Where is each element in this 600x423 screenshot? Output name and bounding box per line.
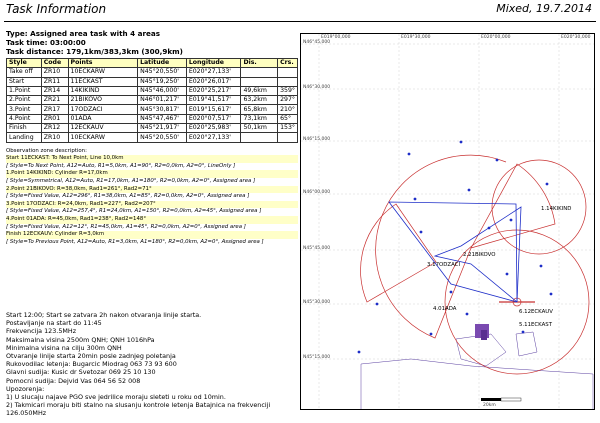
header-divider [4,21,596,22]
scale-bar [481,398,521,408]
col-distance: Dis. [241,59,278,68]
observation-line: [ Style=Symmetrical, A12=Auto, R1=17,0km, A1=180°, R2=0,0km, A2=0°, Assigned area ] [6,178,256,185]
lat-label: N46°15,000 [303,137,331,142]
observation-line: [ Style=Fixed Value, A12=296°, R1=38,0km, A1=85°, R2=0,0km, A2=0°, Assigned area ] [6,193,250,200]
table-cell: ZR17 [41,105,68,114]
table-cell: E020°25,217' [186,86,241,95]
table-cell [241,68,278,77]
observation-line: 3.Point 17ODZACI: R=24,0km, Rad1=227°, Rad2=207° [6,201,298,209]
table-cell: N45°47,467' [138,114,187,123]
table-cell [278,133,298,142]
note-line: 1) U slucaju najave PGO sve jedrilice moraju sleteti u roku od 10min. [6,393,226,402]
lon-label: E019°00,000 [321,35,351,40]
note-line: Otvaranje linije starta 20min posle zadnjeg poletanja [6,352,176,361]
note-line: Rukovodilac letenja: Bugarcic Miodrag 063 73 93 600 [6,360,177,369]
table-cell: 73,1km [241,114,278,123]
observation-line: Finish 12ECKAUV: Cylinder R=3,0km [6,231,298,239]
lat-label: N46°30,000 [303,85,331,90]
table-cell: 12ECKAUV [68,124,138,133]
table-cell: 65,8km [241,105,278,114]
table-cell: 10ECKARW [68,133,138,142]
table-cell: Finish [7,124,42,133]
table-cell: 63,2km [241,96,278,105]
task-map[interactable] [300,33,595,410]
table-cell: E020°27,133' [186,133,241,142]
table-cell: E020°26,017' [186,77,241,86]
note-line: Minimalna visina na cilju 300m QNH [6,343,122,352]
lat-label: N46°00,000 [303,190,331,195]
observation-line: [ Style=To Previous Point, A12=Auto, R1=3,0km, A1=180°, R2=0,0km, A2=0°, Assigned area ] [6,238,264,245]
table-cell: 21BIKOVO [68,96,138,105]
note-line: Frekvencija 123.5MHz [6,327,77,336]
table-cell: 2.Point [7,96,42,105]
table-cell: 1.Point [7,86,42,95]
table-cell: E020°07,517' [186,114,241,123]
waypoint-kikind: 1.14KIKIND [541,206,572,212]
table-cell: N46°01,217' [138,96,187,105]
table-cell: N45°46,000' [138,86,187,95]
table-cell: ZR12 [41,124,68,133]
table-cell: 49,6km [241,86,278,95]
lon-label: E020°00,000 [481,35,511,40]
lat-label: N45°15,000 [303,355,331,360]
map-grid [301,34,595,410]
observation-line: [ Style=To Next Point, A12=Auto, R1=5,0km, A1=90°, R2=0,0km, A2=0°, LineOnly ] [6,162,236,169]
observation-zones [6,148,298,247]
note-line: Start 12:00; Start se zatvara 2h nakon otvaranja linije starta. [6,311,202,319]
table-cell: Take off [7,68,42,77]
note-line: Postavljanje na start do 11:45 [6,319,102,328]
observation-heading: Observation zone description: [6,147,87,154]
table-cell: 210° [278,105,298,114]
table-cell: 10ECKARW [68,68,138,77]
col-points: Points [68,59,138,68]
table-cell: Start [7,77,42,86]
task-type: Type: Assigned area task with 4 areas [6,29,161,38]
table-cell: 14KIKIND [68,86,138,95]
note-line: Glavni sudija: Kusic dr Svetozar 069 25 10 130 [6,368,156,377]
table-cell: 65° [278,114,298,123]
table-cell: 3.Point [7,105,42,114]
note-line: Upozorenja: [6,384,45,393]
map-svg[interactable] [301,34,595,410]
observation-zone-shapes [361,155,589,374]
table-cell: N45°20,550' [138,68,187,77]
waypoint-eckast: 5.11ECKAST [519,322,553,328]
table-cell: 4.Point [7,114,42,123]
lon-label: E019°30,000 [401,35,431,40]
table-cell [278,68,298,77]
col-longitude: Longitude [186,59,241,68]
table-cell: ZR21 [41,96,68,105]
table-row [7,114,298,123]
table-cell: 50,1km [241,124,278,133]
table-cell: E020°27,133' [186,68,241,77]
waypoint-ada: 4.01ADA [433,306,457,312]
col-latitude: Latitude [138,59,187,68]
table-cell: 01ADA [68,114,138,123]
task-date: Mixed, 19.7.2014 [496,2,592,15]
table-row [7,86,298,95]
table-cell [278,77,298,86]
table-cell: 17ODZACI [68,105,138,114]
note-line: 126.050MHz [6,409,47,418]
restricted-fills [475,324,489,340]
task-distance: Task distance: 179,1km/383,3km (300,9km) [6,47,183,56]
table-cell: 11ECKAST [68,77,138,86]
table-cell: Landing [7,133,42,142]
task-route [389,202,521,302]
table-cell: N45°30,817' [138,105,187,114]
table-row [7,105,298,114]
waypoint-odzaci: 3.17ODZACI [427,262,461,268]
col-code: Code [41,59,68,68]
task-time: Task time: 03:00:00 [6,38,86,47]
table-cell: ZR01 [41,114,68,123]
table-cell: 153° [278,124,298,133]
table-row [7,96,298,105]
observation-line: 2.Point 21BIKOVO: R=38,0km, Rad1=261°, Rad2=71° [6,186,298,194]
table-cell [241,133,278,142]
col-course: Crs. [278,59,298,68]
note-line: 2) Takmicari moraju biti stalno na slusanju kontrole letenja Batajnica na frekvenciji [6,401,271,410]
table-cell: 359° [278,86,298,95]
table-cell: N45°21,917' [138,124,187,133]
scale-label: 20km [483,403,496,408]
note-line: Maksimalna visina 2500m QNH; QNH 1016hPa [6,335,155,344]
table-cell: ZR14 [41,86,68,95]
table-cell: ZR11 [41,77,68,86]
note-line: Pomocni sudija: Dejvid Vas 064 56 52 008 [6,376,141,385]
observation-line: [ Style=Fixed Value, A12=12°, R1=45,0km, A1=45°, R2=0,0km, A2=0°, Assigned area ] [6,223,246,230]
col-style: Style [7,59,42,68]
table-cell: E019°15,617' [186,105,241,114]
table-row [7,77,298,86]
task-panel [6,29,298,246]
table-row [7,68,298,77]
waypoint-bikovo: 2.21BIKOVO [463,252,496,258]
table-cell: N45°19,250' [138,77,187,86]
observation-line: 1.Point 14KIKIND: Cylinder R=17,0km [6,170,298,178]
page-title: Task Information [6,2,107,16]
table-cell: ZR10 [41,68,68,77]
lat-label: N45°45,000 [303,246,331,251]
table-cell [241,77,278,86]
lat-label: N46°45,000 [303,40,331,45]
restricted-areas [361,332,593,410]
observation-line: 4.Point 01ADA: R=45,0km, Rad1=238°, Rad2=148° [6,216,298,224]
table-cell: E019°41,517' [186,96,241,105]
table-row [7,133,298,142]
task-points-table [6,58,298,143]
task-notes [6,311,298,418]
table-cell: E020°25,983' [186,124,241,133]
table-row [7,124,298,133]
lat-label: N45°30,000 [303,300,331,305]
lon-label: E020°30,000 [561,35,591,40]
table-cell: ZR10 [41,133,68,142]
table-cell: 297° [278,96,298,105]
table-header-row [7,59,298,68]
observation-line: [ Style=Fixed Value, A12=257,4°, R1=24,0km, A1=150°, R2=0,0km, A2=45°, Assigned area ] [6,208,262,215]
waypoint-labels [427,206,571,328]
observation-line: Start 11ECKAST: To Next Point, Line 10,0km [6,155,298,163]
table-cell: N45°20,550' [138,133,187,142]
waypoint-eckauv: 6.12ECKAUV [519,309,553,315]
